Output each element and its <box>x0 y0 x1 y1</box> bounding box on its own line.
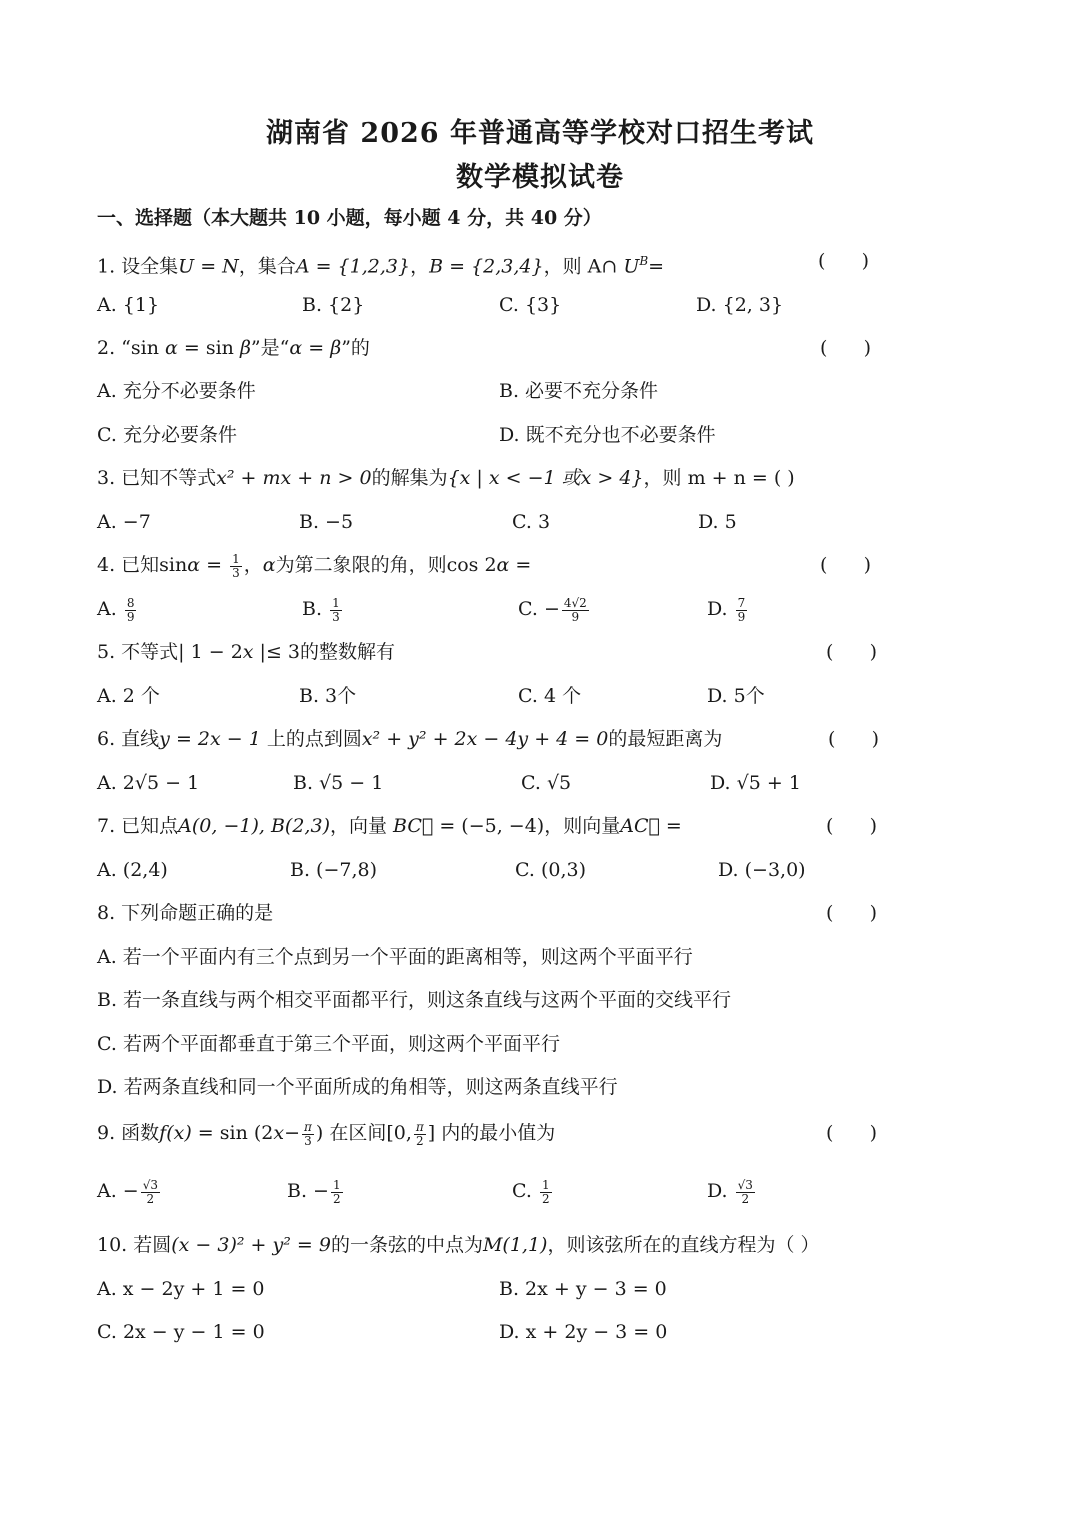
exam-title-line1: 湖南省 2026 年普通高等学校对口招生考试 <box>266 118 814 149</box>
answer-bracket-2: ( ) <box>820 337 872 359</box>
answer-bracket-8: ( ) <box>826 902 878 924</box>
q10-option-b: B. 2x + y − 3 = 0 <box>499 1278 667 1300</box>
fraction: $\frac{1}{3}$ <box>232 551 240 580</box>
q3-option-c: C. 3 <box>512 511 551 533</box>
answer-bracket-7: ( ) <box>826 815 878 837</box>
question-10-stem: 10. 若圆(x − 3)² + y² = 9的一条弦的中点为M(1,1)，则该弦所在的直线方程为（ ） <box>97 1234 820 1256</box>
q2-option-b: B. 必要不充分条件 <box>499 380 659 402</box>
q3-option-a: A. −7 <box>97 511 151 533</box>
question-9-stem: 9. 函数f(x) = sin (2x− $\frac{\pi}{3}$ ) 在区间[0, $\frac{\pi}{2}$ ] 内的最小值为 <box>97 1119 556 1148</box>
q9-option-c: C. $\frac{1}{2}$ <box>512 1177 550 1206</box>
q10-option-a: A. x − 2y + 1 = 0 <box>97 1278 265 1300</box>
q10-option-d: D. x + 2y − 3 = 0 <box>499 1321 668 1343</box>
q1-option-d: D. {2, 3} <box>696 294 784 316</box>
q7-option-a: A. (2,4) <box>97 859 168 881</box>
q2-option-c: C. 充分必要条件 <box>97 424 237 446</box>
question-4-stem: 4. 已知sinα = $\frac{1}{3}$ ，α为第二象限的角，则cos 2α = <box>97 551 532 580</box>
q8-option-c: C. 若两个平面都垂直于第三个平面，则这两个平面平行 <box>97 1033 560 1055</box>
answer-bracket-1: ( ) <box>818 250 870 272</box>
answer-bracket-9: ( ) <box>826 1122 878 1144</box>
q9-option-a: A. − $\frac{√3}{2}$ <box>97 1177 159 1206</box>
question-8-stem: 8. 下列命题正确的是 <box>97 902 274 924</box>
q7-option-d: D. (−3,0) <box>718 859 806 881</box>
question-7-stem: 7. 已知点A(0, −1), B(2,3)，向量 BC⃗ = (−5, −4)，则向量AC⃗ = <box>97 815 682 837</box>
question-1-stem: 1. 设全集U = N，集合A = {1,2,3}，B = {2,3,4}，则 A∩ $U^B=$ <box>97 254 665 278</box>
q9-option-d: D. $\frac{√3}{2}$ <box>707 1177 753 1206</box>
q7-option-b: B. (−7,8) <box>290 859 378 881</box>
q1-option-c: C. {3} <box>499 294 562 316</box>
q5-option-c: C. 4 个 <box>518 685 582 707</box>
q10-option-c: C. 2x − y − 1 = 0 <box>97 1321 265 1343</box>
question-2-stem: 2. “sin α = sin β”是“α = β”的 <box>97 337 370 359</box>
q4-option-c: C. − $\frac{4√2}{9}$ <box>518 595 587 624</box>
q3-option-b: B. −5 <box>299 511 354 533</box>
q9-option-b: B. − $\frac{1}{2}$ <box>287 1177 341 1206</box>
q4-option-a: A. $\frac{8}{9}$ <box>97 595 135 624</box>
q1-option-b: B. {2} <box>302 294 365 316</box>
question-5-stem: 5. 不等式| 1 − 2x |≤ 3的整数解有 <box>97 641 396 663</box>
section-heading: 一、选择题（本大题共 10 小题，每小题 4 分，共 40 分） <box>97 207 602 229</box>
answer-bracket-5: ( ) <box>826 641 878 663</box>
q5-option-d: D. 5个 <box>707 685 765 707</box>
question-6-stem: 6. 直线y = 2x − 1 上的点到圆x² + y² + 2x − 4y + 4 = 0的最短距离为 <box>97 728 723 750</box>
q6-option-b: B. √5 − 1 <box>293 772 384 794</box>
q7-option-c: C. (0,3) <box>515 859 586 881</box>
q2-option-a: A. 充分不必要条件 <box>97 380 256 402</box>
q2-option-d: D. 既不充分也不必要条件 <box>499 424 716 446</box>
q4-option-d: D. $\frac{7}{9}$ <box>707 595 746 624</box>
q6-option-c: C. √5 <box>521 772 572 794</box>
q3-option-d: D. 5 <box>698 511 737 533</box>
q4-option-b: B. $\frac{1}{3}$ <box>302 595 340 624</box>
q8-option-d: D. 若两条直线和同一个平面所成的角相等，则这两条直线平行 <box>97 1076 618 1098</box>
q5-option-a: A. 2 个 <box>97 685 160 707</box>
answer-bracket-6: ( ) <box>828 728 880 750</box>
q8-option-a: A. 若一个平面内有三个点到另一个平面的距离相等，则这两个平面平行 <box>97 946 693 968</box>
q8-option-b: B. 若一条直线与两个相交平面都平行，则这条直线与这两个平面的交线平行 <box>97 989 732 1011</box>
q1-option-a: A. {1} <box>97 294 160 316</box>
answer-bracket-4: ( ) <box>820 554 872 576</box>
question-3-stem: 3. 已知不等式x² + mx + n > 0的解集为{x | x < −1 或x > 4}，则 m + n = ( ) <box>97 467 795 489</box>
q6-option-d: D. √5 + 1 <box>710 772 801 794</box>
exam-title-line2: 数学模拟试卷 <box>456 162 624 193</box>
q5-option-b: B. 3个 <box>299 685 357 707</box>
q6-option-a: A. 2√5 − 1 <box>97 772 200 794</box>
